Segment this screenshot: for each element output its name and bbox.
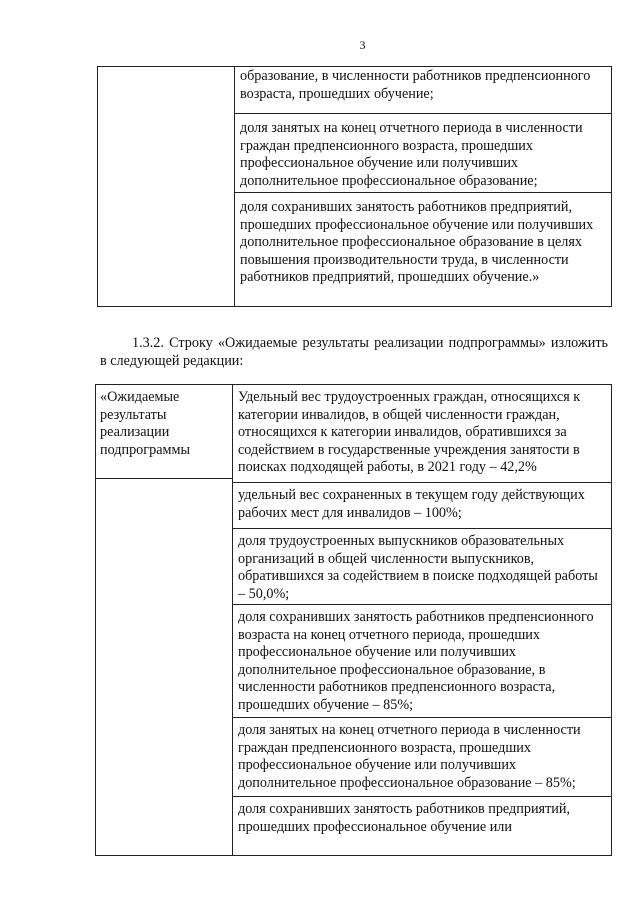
amendment-paragraph: 1.3.2. Строку «Ожидаемые результаты реализации подпрограммы» изложить в следующей редакции:	[100, 335, 608, 369]
table2-row-heading: «Ожидаемые результаты реализации подпрограммы	[96, 385, 232, 479]
table2-cell: удельный вес сохраненных в текущем году действующих рабочих мест для инвалидов – 100%;	[233, 483, 611, 529]
table1-left-column	[98, 67, 235, 306]
table2-cell: доля сохранивших занятость работников предприятий, прошедших профессиональное обучение или	[238, 801, 570, 835]
table2-left-column	[96, 385, 233, 855]
table2-right-column	[233, 385, 611, 855]
expected-results-table	[95, 384, 612, 856]
table2-cell: доля занятых на конец отчетного периода в численности граждан предпенсионного возраста, прошедших профессиональное обучение или получивших дополнительное профессиональное образование – 85%;	[233, 718, 611, 797]
table2-cell: Удельный вес трудоустроенных граждан, относящихся к категории инвалидов, в общей численности граждан, относящихся к категории инвалидов, обратившихся за содействием в государственные учреждения занятости в поисках подходящей работы, в 2021 году – 42,2%	[233, 385, 611, 483]
table1-cell: доля сохранивших занятость работников предприятий, прошедших профессиональное обучение или получивших дополнительное профессиональное образование в целях повышения производительности труда, в численности работников предприятий, прошедших обучение.»	[240, 199, 594, 285]
table1-right-column	[235, 67, 611, 306]
table2-cell: доля трудоустроенных выпускников образовательных организаций в общей численности выпускников, обратившихся за содействием в поиске подходящей работы – 50,0%;	[233, 529, 611, 605]
continued-table	[97, 66, 612, 307]
table2-cell: доля сохранивших занятость работников предпенсионного возраста на конец отчетного периода, прошедших профессиональное обучение или получивших дополнительное профессиональное образование, в численности работников предпенсионного возраста, прошедших обучение – 85%;	[233, 605, 611, 718]
page-number: 3	[359, 38, 366, 52]
table1-cell: образование, в численности работников предпенсионного возраста, прошедших обучение;	[235, 67, 611, 114]
table1-cell: доля занятых на конец отчетного периода в численности граждан предпенсионного возраста, прошедших профессиональное обучение или получивших дополнительное профессиональное образование;	[235, 114, 611, 193]
